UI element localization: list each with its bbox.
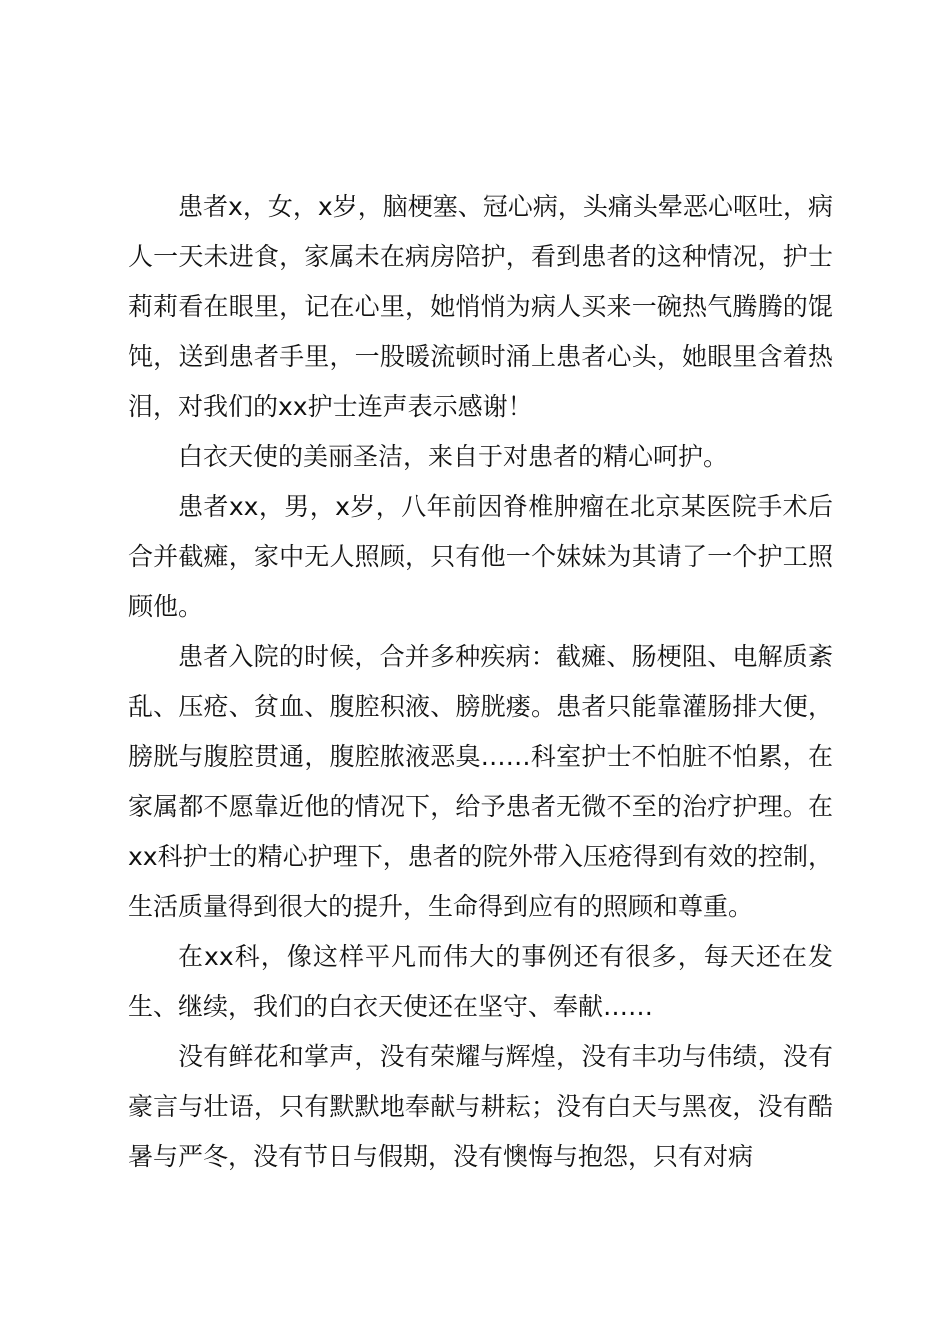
- document-body: [128, 182, 833, 1182]
- paragraph-5: 在xx科，像这样平凡而伟大的事例还有很多，每天还在发生、继续，我们的白衣天使还在坚守、奉献……: [128, 942, 833, 1021]
- paragraph-6: 没有鲜花和掌声，没有荣耀与辉煌，没有丰功与伟绩，没有豪言与壮语，只有默默地奉献与耕耘；没有白天与黑夜，没有酷暑与严冬，没有节日与假期，没有懊悔与抱怨，只有对病: [128, 1042, 833, 1171]
- paragraph-4: 患者入院的时候，合并多种疾病：截瘫、肠梗阻、电解质紊乱、压疮、贫血、腹腔积液、膀胱瘘。患者只能靠灌肠排大便，膀胱与腹腔贯通，腹腔脓液恶臭……科室护士不怕脏不怕累，在家属都不愿靠近他的情况下，给予患者无微不至的治疗护理。在xx科护士的精心护理下，患者的院外带入压疮得到有效的控制，生活质量得到很大的提升，生命得到应有的照顾和尊重。: [128, 642, 833, 921]
- paragraph-3: 患者xx，男，x岁，八年前因脊椎肿瘤在北京某医院手术后合并截瘫，家中无人照顾，只有他一个妹妹为其请了一个护工照顾他。: [128, 492, 833, 621]
- paragraph-1: 患者x，女，x岁，脑梗塞、冠心病，头痛头晕恶心呕吐，病人一天未进食，家属未在病房陪护，看到患者的这种情况，护士莉莉看在眼里，记在心里，她悄悄为病人买来一碗热气腾腾的馄饨，送到患者手里，一股暖流顿时涌上患者心头，她眼里含着热泪，对我们的xx护士连声表示感谢！: [128, 192, 833, 421]
- paragraph-2: 白衣天使的美丽圣洁，来自于对患者的精心呵护。: [178, 442, 729, 471]
